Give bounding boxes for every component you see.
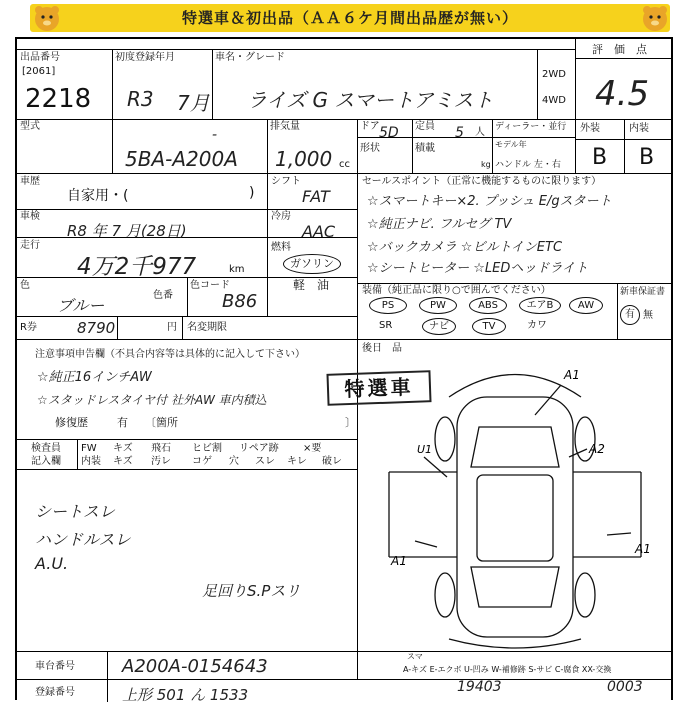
color-value: ブルー bbox=[57, 296, 105, 315]
car-rear-window bbox=[471, 567, 559, 607]
cc-unit: cc bbox=[339, 159, 350, 170]
insp-interior: 内装 bbox=[81, 456, 101, 467]
equip-leather: カワ bbox=[527, 320, 547, 331]
insp-hole: 穴 bbox=[229, 456, 239, 467]
insp-crack: ヒビ割 bbox=[192, 443, 222, 454]
color-code-value: B86 bbox=[222, 291, 258, 312]
capacity-label: 定員 bbox=[415, 121, 435, 132]
kg-unit: kg bbox=[481, 160, 491, 169]
equip-ps: PS bbox=[369, 297, 407, 314]
rear-bumper bbox=[449, 639, 581, 648]
ac-label: 冷房 bbox=[271, 211, 291, 222]
name-label: 車名・グレード bbox=[215, 52, 285, 63]
shape-label: 形状 bbox=[360, 143, 380, 154]
mark-a1-left: A1 bbox=[391, 554, 407, 568]
score: 4.5 bbox=[595, 74, 650, 114]
fuel-diesel: 軽 油 bbox=[293, 278, 330, 292]
wheel-rear-left bbox=[435, 573, 455, 617]
int-grade: B bbox=[639, 145, 655, 170]
fuel-label: 燃料 bbox=[271, 242, 291, 253]
reg-value: 上形 501 ん 1533 bbox=[122, 686, 249, 704]
yen-unit: 円 bbox=[167, 322, 177, 333]
repair-close: 〕 bbox=[345, 416, 356, 429]
int-label: 内装 bbox=[629, 123, 649, 134]
shaken-label: 車検 bbox=[20, 211, 40, 222]
insp-dirt: 汚レ bbox=[151, 456, 171, 467]
capacity-value: 5 bbox=[455, 125, 464, 141]
repair-label: 修復歴 bbox=[55, 416, 88, 429]
dealer-label: ディーラー・並行 bbox=[495, 122, 567, 132]
car-body-outline bbox=[457, 397, 573, 637]
door-value: 5D bbox=[379, 125, 399, 141]
equip-title: 装備（純正品に限り○で囲んでください） bbox=[362, 285, 551, 296]
equip-abs: ABS bbox=[469, 297, 507, 314]
insp-need: ×要 bbox=[303, 443, 322, 454]
equip-airbag: エアB bbox=[519, 297, 561, 314]
insp-wear: スレ bbox=[255, 456, 275, 467]
insp-scratch: キズ bbox=[113, 443, 133, 454]
equip-pw: PW bbox=[419, 297, 457, 314]
mark-a1-top: A1 bbox=[564, 368, 580, 382]
inspector-label-1: 検査員 bbox=[31, 443, 61, 454]
fuel-gasoline: ガソリン bbox=[283, 254, 341, 274]
warranty-yes: 有 bbox=[620, 305, 640, 325]
equip-navi: ナビ bbox=[422, 318, 456, 335]
insp-int-scratch: キズ bbox=[113, 456, 133, 467]
era-year: R3 bbox=[127, 87, 154, 111]
load-label: 積載 bbox=[415, 143, 435, 154]
car-name: ライズ G スマートアミスト bbox=[247, 88, 494, 112]
door-label: ドア bbox=[360, 121, 380, 132]
warranty-no: 無 bbox=[643, 310, 653, 321]
model-code-value: 19403 bbox=[457, 679, 502, 695]
special-stamp: 特選車 bbox=[326, 370, 431, 406]
notes-line-1: ☆純正16インチAW bbox=[37, 370, 152, 385]
sales-line-2: ☆純正ナビ. フルセグ TV bbox=[367, 217, 512, 232]
sales-line-3: ☆バックカメラ ☆ビルトインETC bbox=[367, 240, 563, 255]
shaken-value: R8 年 7 月(28日) bbox=[67, 222, 187, 240]
displacement-label: 排気量 bbox=[270, 121, 300, 132]
lot-label: 出品番号 bbox=[20, 52, 60, 63]
usage-close: ) bbox=[249, 185, 255, 201]
mark-u1: U1 bbox=[417, 443, 433, 456]
mark-leader-u1 bbox=[424, 457, 447, 477]
month: 7月 bbox=[177, 91, 210, 115]
color-code-label: 色コード bbox=[190, 280, 230, 291]
usage-label: 車歴 bbox=[20, 176, 40, 187]
insp-repair: リペア跡 bbox=[239, 443, 279, 454]
wheel-rear-right bbox=[575, 573, 595, 617]
insp-rip: 破レ bbox=[322, 456, 342, 467]
mileage-value: 4万2千977 bbox=[77, 254, 197, 280]
chassis-label: 車台番号 bbox=[35, 661, 75, 672]
insp-note-4: 足回りS.Pスリ bbox=[202, 582, 301, 600]
inspector-label-2: 記入欄 bbox=[31, 456, 61, 467]
ext-label: 外装 bbox=[580, 123, 600, 134]
insp-note-1: シートスレ bbox=[35, 502, 115, 521]
shift-value: FAT bbox=[302, 187, 330, 206]
extra-value: 0003 bbox=[607, 679, 643, 695]
color-no-label: 色番 bbox=[153, 290, 173, 301]
mark-a1-right: A1 bbox=[635, 542, 651, 556]
mileage-label: 走行 bbox=[20, 240, 40, 251]
repair-place: 〔箇所 bbox=[145, 416, 178, 429]
after-sales-label: 後日 品 bbox=[362, 343, 402, 354]
diagram-legend: A-キズ E-エクボ U-凹み W-補修跡 S-サビ C-腐食 XX-交換 bbox=[403, 665, 612, 674]
drive-2wd: 2WD bbox=[542, 69, 566, 80]
banner-title: 特選車＆初出品（ＡＡ６ケ月間出品歴が無い） bbox=[181, 9, 518, 27]
ext-grade: B bbox=[592, 145, 608, 170]
notes-title: 注意事項申告欄（不具合内容等は具体的に記入して下さい） bbox=[35, 349, 305, 360]
mark-a2: A2 bbox=[589, 442, 605, 456]
recycle-label: R券 bbox=[20, 322, 37, 333]
ac-value: AAC bbox=[302, 222, 336, 241]
wheel-front-left bbox=[435, 417, 455, 461]
insp-burn: コゲ bbox=[192, 456, 212, 467]
sales-title: セールスポイント（正常に機能するものに限ります） bbox=[362, 176, 602, 187]
usage-value: 自家用・( bbox=[67, 188, 129, 204]
car-roof bbox=[477, 475, 553, 561]
lot-sub: [2061] bbox=[22, 66, 56, 77]
model-dash: - bbox=[212, 127, 218, 143]
warranty-label: 新車保証書 bbox=[620, 287, 666, 297]
model-year-label: モデル年 bbox=[495, 140, 527, 149]
displacement-value: 1,000 bbox=[275, 147, 333, 171]
shift-label: シフト bbox=[271, 176, 301, 187]
color-label: 色 bbox=[20, 280, 30, 291]
equip-tv: TV bbox=[472, 318, 506, 335]
first-reg-label: 初度登録年月 bbox=[115, 52, 175, 63]
mark-leader-a1-right bbox=[607, 533, 631, 535]
insp-fw: FW bbox=[81, 443, 97, 454]
mark-leader-a1-left bbox=[415, 541, 437, 547]
notes-line-2: ☆スタッドレスタイヤ付 社外AW 車内積込 bbox=[37, 393, 267, 407]
insp-note-2: ハンドルスレ bbox=[35, 530, 131, 549]
recycle-value: 8790 bbox=[77, 319, 116, 337]
model-label: 型式 bbox=[20, 121, 40, 132]
car-windshield bbox=[471, 427, 559, 467]
handle-label: ハンドル 左・右 bbox=[495, 160, 561, 170]
auction-sheet bbox=[15, 37, 673, 704]
lot-number: 2218 bbox=[25, 84, 92, 114]
repair-value: 有 bbox=[117, 416, 128, 429]
insp-tear: キレ bbox=[287, 456, 307, 467]
sales-line-4: ☆シートヒーター ☆LEDヘッドライト bbox=[367, 261, 588, 276]
equip-sr: SR bbox=[379, 320, 393, 331]
insp-note-3: A.U. bbox=[35, 554, 69, 573]
equip-aw: AW bbox=[569, 297, 603, 314]
sales-line-1: ☆スマートキー×2. プッシュ E/gスタート bbox=[367, 194, 612, 209]
km-unit: km bbox=[229, 264, 245, 275]
chassis-value: A200A-0154643 bbox=[122, 656, 268, 677]
reg-label: 登録番号 bbox=[35, 687, 75, 698]
capacity-unit: 人 bbox=[475, 127, 485, 138]
car-damage-diagram bbox=[359, 357, 673, 651]
drive-4wd: 4WD bbox=[542, 95, 566, 106]
model-value: 5BA-A200A bbox=[125, 147, 238, 171]
diagram-bottom-label: スマ bbox=[407, 652, 423, 661]
score-label: 評 価 点 bbox=[592, 43, 647, 56]
odometer-label: 名変期限 bbox=[187, 322, 227, 333]
insp-chip: 飛石 bbox=[151, 443, 171, 454]
